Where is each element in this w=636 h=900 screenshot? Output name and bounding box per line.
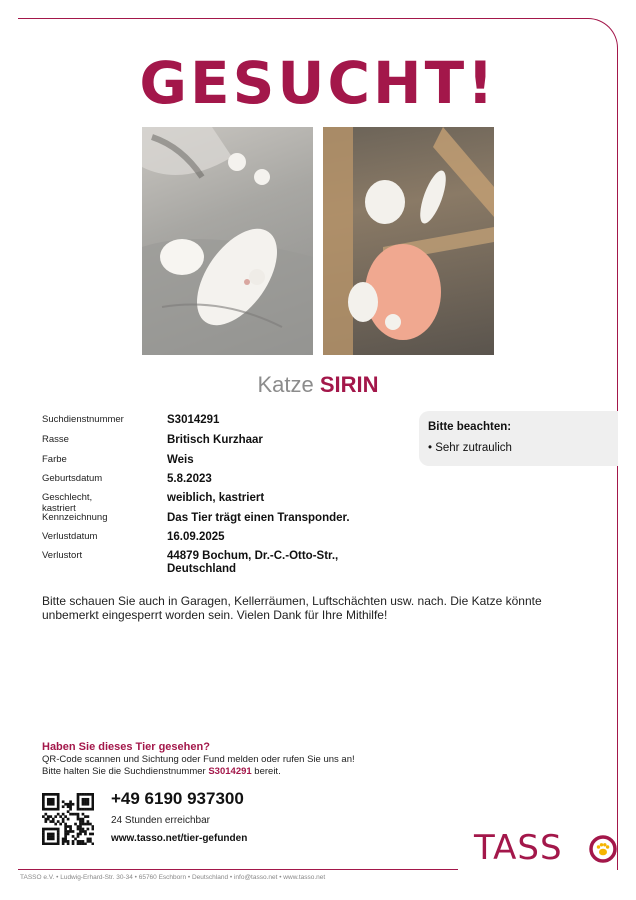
detail-value: S3014291 [167,414,220,426]
contact-question: Haben Sie dieses Tier gesehen? [42,741,210,753]
cat-name [0,370,636,400]
detail-label: Verlustort [42,550,83,561]
detail-label: Verlustdatum [42,531,98,542]
detail-value: 44879 Bochum, Dr.-C.-Otto-Str., Deutschland [167,550,339,575]
notice-box [419,411,618,466]
qr-code-graphic [42,793,94,845]
notice-item: • Sehr zutraulich [428,442,512,454]
detail-value: Weis [167,454,194,466]
page-title: GESUCHT! [139,49,497,117]
cat-name-value: SIRIN [319,372,379,397]
detail-label: Rasse [42,434,69,445]
contact-search-number: S3014291 [208,765,252,777]
detail-label: Geschlecht, kastriert [42,492,93,514]
detail-label: Suchdienstnummer [42,414,124,425]
contact-line-2 [42,766,462,778]
tasso-logo: TASS [474,828,563,868]
website-link[interactable]: www.tasso.net/tier-gefunden [111,833,248,844]
detail-label: Geburtsdatum [42,473,103,484]
detail-value: 16.09.2025 [167,531,225,543]
hours-text: 24 Stunden erreichbar [111,815,210,826]
contact-section [42,741,462,777]
contact-line-2-post: bereit. [251,765,281,777]
qr-code[interactable] [42,793,94,845]
cat-photo-shirt [323,127,494,355]
detail-value: Das Tier trägt einen Transponder. [167,512,350,524]
phone-number[interactable]: +49 6190 937300 [111,789,244,808]
paw-logo-icon [588,834,618,864]
detail-value: 5.8.2023 [167,473,212,485]
detail-label: Farbe [42,454,67,465]
notice-title: Bitte beachten: [428,421,512,433]
cat-photo-lying [142,127,313,355]
detail-value: weiblich, kastriert [167,492,265,504]
detail-label: Kennzeichnung [42,512,108,523]
poster-frame-bottom [18,869,458,870]
contact-line-2-pre: Bitte halten Sie die Suchdienstnummer [42,765,209,777]
footer-address: TASSO e.V. • Ludwig-Erhard-Str. 30-34 • 65760 Eschborn • Deutschland • info@tasso.net • www.tasso.net [20,874,326,881]
search-hint-paragraph: Bitte schauen Sie auch in Garagen, Kellerräumen, Luftschächten usw. nach. Die Katze könnte unbemerkt eingesperrt worden sein. Vielen Dank für Ihre Mithilfe! [42,594,542,622]
detail-value: Britisch Kurzhaar [167,434,263,446]
contact-line-1: QR-Code scannen und Sichtung oder Fund melden oder rufen Sie uns an! [42,754,355,765]
cat-species: Katze [257,372,314,397]
